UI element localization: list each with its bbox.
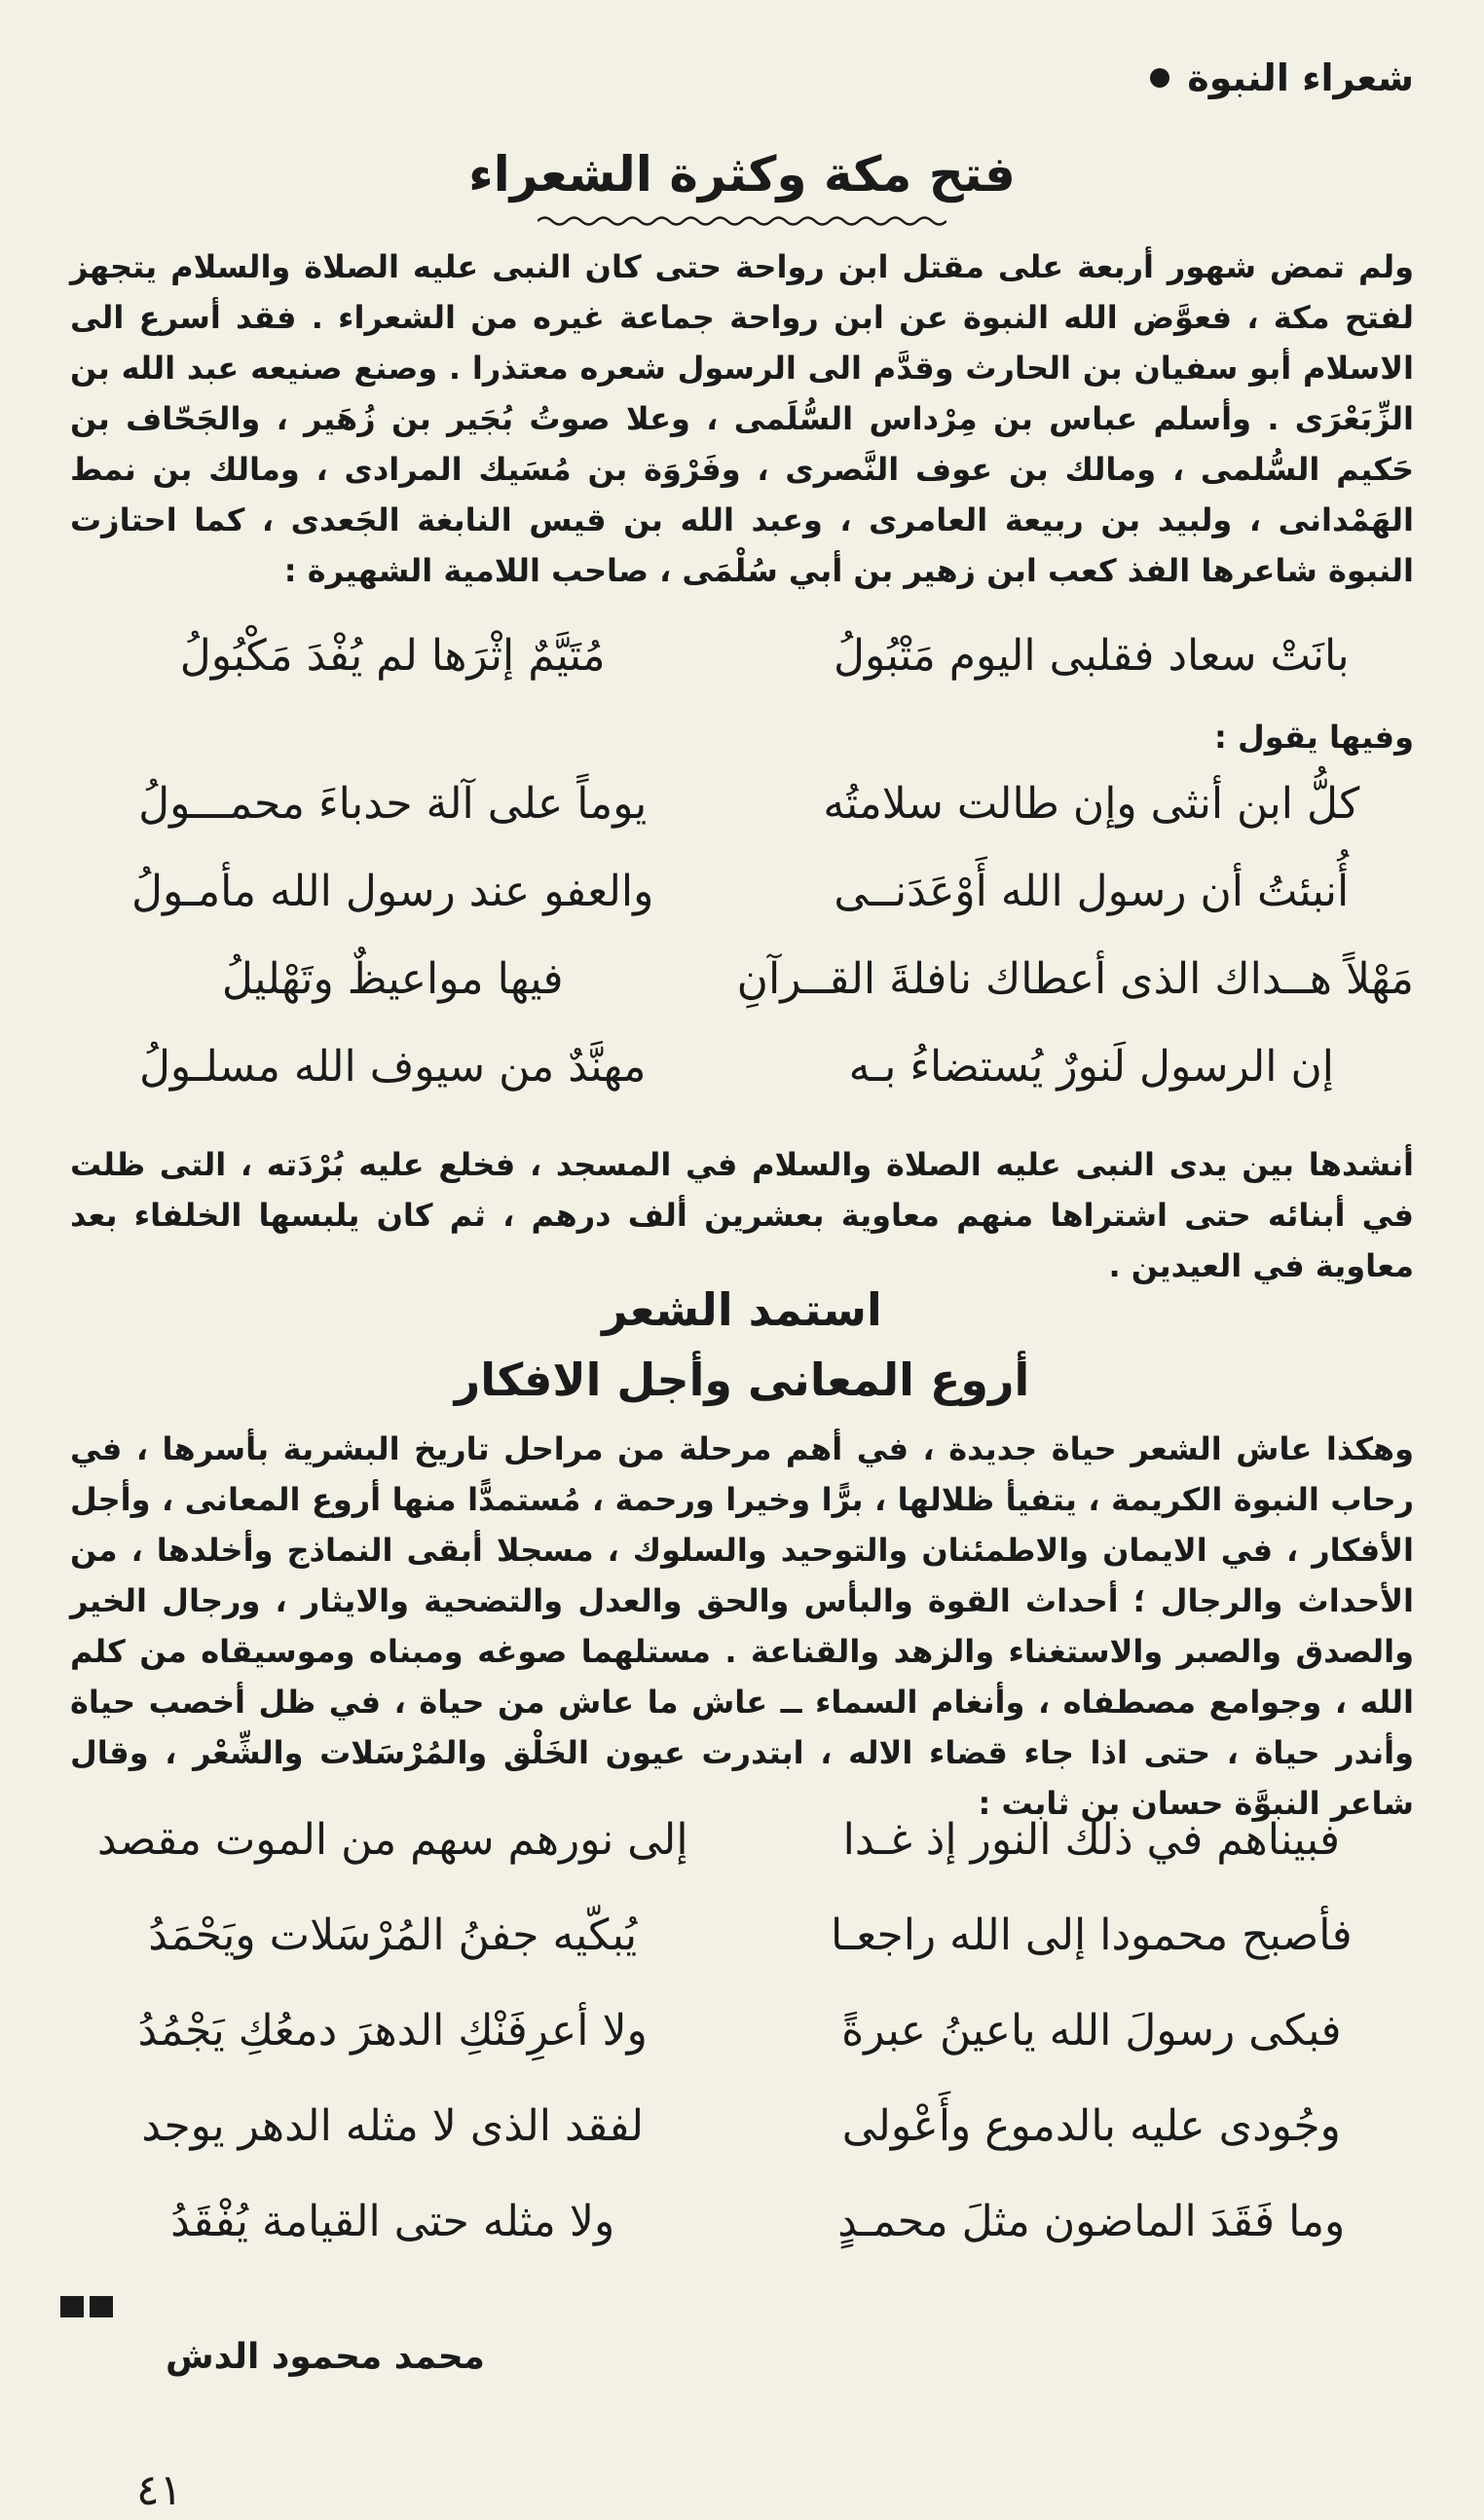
subsection-title: استمد الشعر bbox=[602, 1283, 882, 1336]
verse-line bbox=[70, 935, 1414, 1022]
verse-block-1 bbox=[70, 611, 1414, 699]
verse-first-hemistich: بانَتْ سعاد فقلبى اليوم مَتْبُولُ bbox=[833, 630, 1350, 681]
verse-second-hemistich: ولا مثله حتى القيامة يُفْقَدُ bbox=[170, 2196, 615, 2246]
verse-line bbox=[70, 2078, 1414, 2173]
page-number: ٤١ bbox=[136, 2465, 183, 2515]
verse-first-hemistich: إن الرسول لَنورٌ يُستضاءُ بـه bbox=[848, 1041, 1334, 1092]
verse-intro-label: وفيها يقول : bbox=[1214, 719, 1414, 756]
verse-line bbox=[70, 1887, 1414, 1983]
verse-line bbox=[70, 847, 1414, 935]
verse-second-hemistich: فيها مواعيظٌ وتَهْليلُ bbox=[221, 953, 564, 1004]
author-name: محمد محمود الدش bbox=[166, 2337, 485, 2377]
verse-first-hemistich: وما فَقَدَ الماضون مثلَ محمـدٍ bbox=[837, 2196, 1346, 2246]
verse-second-hemistich: ولا أعرِفَنْكِ الدهرَ دمعُكِ يَجْمُدُ bbox=[137, 2005, 648, 2056]
verse-line bbox=[70, 760, 1414, 847]
verse-first-hemistich: فبكى رسولَ الله ياعينُ عبرةً bbox=[841, 2005, 1342, 2056]
verse-second-hemistich: مُتَيَّمٌ إثْرَها لم يُفْدَ مَكْبُولُ bbox=[179, 630, 606, 681]
verse-first-hemistich: فأصبح محمودا إلى الله راجعـا bbox=[830, 1909, 1353, 1960]
verse-line bbox=[70, 1022, 1414, 1110]
bullet-icon bbox=[1150, 68, 1169, 88]
subsection-subtitle: أروع المعانى وأجل الافكار bbox=[454, 1353, 1030, 1406]
burda-paragraph: أنشدها بين يدى النبى عليه الصلاة والسلام في المسجد ، فخلع عليه بُرْدَته ، التى ظلت في أبنائه حتى اشتراها منهم معاوية بعشرين ألف درهم ، ثم كان يلبسها الخلفاء بعد معاوية في العيدين . bbox=[70, 1146, 1414, 1284]
verse-first-hemistich: وجُودى عليه بالدموع وأَعْولى bbox=[841, 2100, 1341, 2151]
verse-block-3 bbox=[70, 1792, 1414, 2269]
verse-second-hemistich: يُبكّيه جفنُ المُرْسَلات ويَحْمَدُ bbox=[148, 1909, 638, 1960]
wavy-underline bbox=[0, 214, 1484, 228]
verse-second-hemistich: لفقد الذى لا مثله الدهر يوجد bbox=[141, 2100, 645, 2151]
header-label: شعراء النبوة bbox=[1187, 56, 1414, 99]
closing-paragraph: وهكذا عاش الشعر حياة جديدة ، في أهم مرحلة من مراحل تاريخ البشرية بأسرها ، في رحاب النبوة الكريمة ، يتفيأ ظلالها ، برًّا وخيرا ورحمة ، مُستمدًّا منها أروع المعانى ، وأجل الأفكار ، في الايمان والاطمئنان والتوحيد والسلوك ، مسجلا أبقى النماذج وأخلدها ، من الأحداث والرجال ؛ أحداث القوة والبأس والحق والعدل والتضحية والايثار ، ورجال الخير والصدق والصبر والاستغناء والزهد والقناعة . مستلهما صوغه ومبناه وموسيقاه من كلم الله ، وجوامع مصطفاه ، وأنغام السماء ــ عاش ما عاش من حياة ، في ظل أخصب حياة وأندر حياة ، حتى اذا جاء قضاء الاله ، ابتدرت عيون الخَلْق والمُرْسَلات والشِّعْر ، وقال شاعر النبوَّة حسان بن ثابت : bbox=[70, 1430, 1414, 1822]
verse-first-hemistich: أُنبئتُ أن رسول الله أَوْعَدَنــى bbox=[834, 866, 1350, 916]
intro-paragraph: ولم تمض شهور أربعة على مقتل ابن رواحة حتى كان النبى عليه الصلاة والسلام يتجهز لفتح مكة ، فعوَّض الله النبوة عن ابن رواحة جماعة غيره من الشعراء . فقد أسرع الى الاسلام أبو سفيان بن الحارث وقدَّم الى الرسول شعره معتذرا . وصنع صنيعه عبد الله بن الزِّبَعْرَى . وأسلم عباس بن مِرْداس السُّلَمى ، وعلا صوتُ بُجَير بن زُهَير ، والجَحّاف بن حَكيم السُّلمى ، ومالك بن عوف النَّصرى ، وفَرْوَة بن مُسَيك المرادى ، ومالك بن نمط الهَمْدانى ، ولبيد بن ربيعة العامرى ، وعبد الله بن قيس النابغة الجَعدى ، كما احتازت النبوة شاعرها الفذ كعب ابن زهير بن أبي سُلْمَى ، صاحب اللامية الشهيرة : bbox=[70, 248, 1414, 589]
verse-second-hemistich: يوماً على آلة حدباءَ محمـــولُ bbox=[138, 778, 648, 829]
verse-second-hemistich: مهنَّدٌ من سيوف الله مسلـولُ bbox=[138, 1041, 647, 1092]
section-title: فتح مكة وكثرة الشعراء bbox=[468, 146, 1016, 203]
verse-second-hemistich: والعفو عند رسول الله مأمـولُ bbox=[130, 866, 654, 916]
verse-first-hemistich: فبيناهم في ذلك النور إذ غـدا bbox=[842, 1814, 1340, 1865]
verse-line bbox=[70, 2173, 1414, 2269]
verse-block-2 bbox=[70, 760, 1414, 1110]
verse-line bbox=[70, 611, 1414, 699]
verse-first-hemistich: كلُّ ابن أنثى وإن طالت سلامتُه bbox=[823, 778, 1360, 829]
verse-line bbox=[70, 1983, 1414, 2078]
verse-line bbox=[70, 1792, 1414, 1887]
running-header bbox=[1150, 56, 1414, 99]
verse-first-hemistich: مَهْلاً هــداك الذى أعطاك نافلةَ القــرآنِ bbox=[736, 953, 1414, 1004]
end-mark-icon bbox=[60, 2296, 113, 2317]
verse-second-hemistich: إلى نورهم سهم من الموت مقصد bbox=[96, 1814, 688, 1865]
